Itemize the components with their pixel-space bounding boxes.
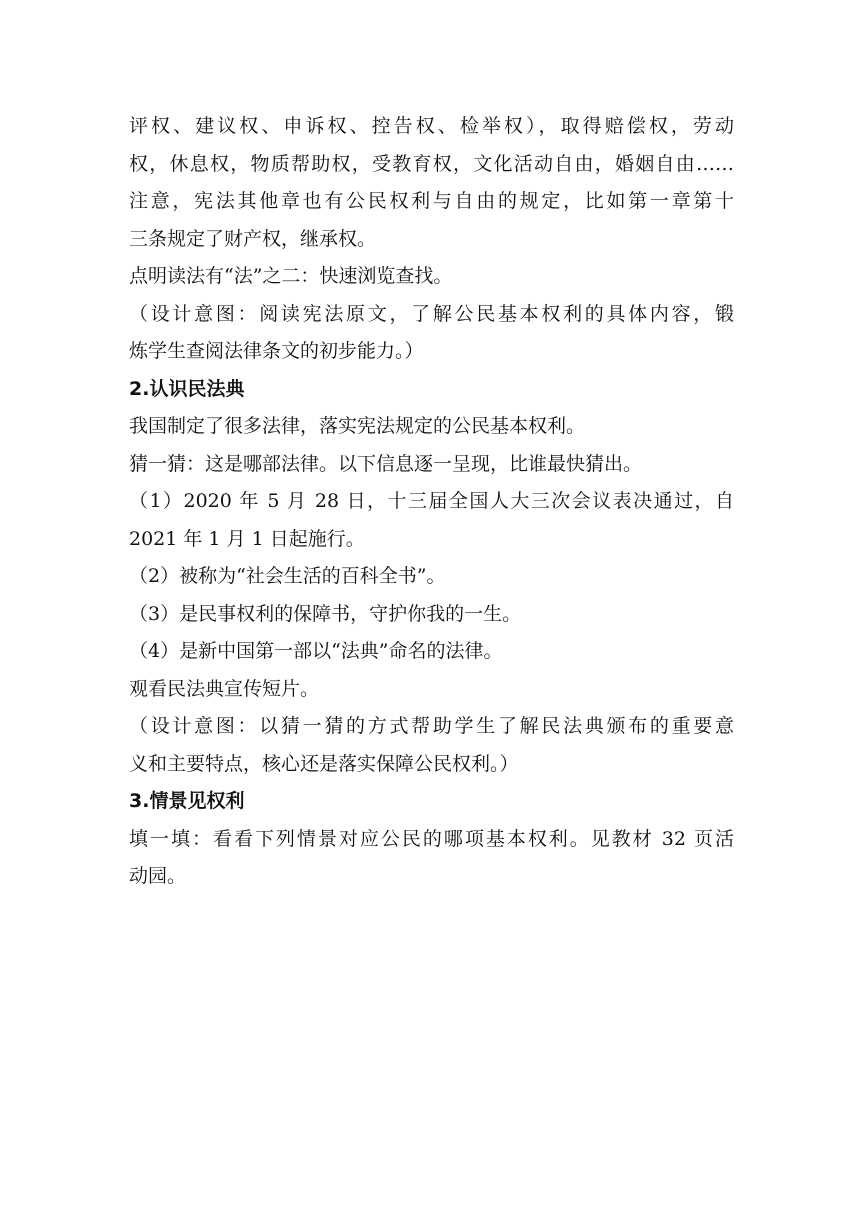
text-line: （1）2020 年 5 月 28 日，十三届全国人大三次会议表决通过，自 [129, 490, 734, 512]
text-line: 填一填：看看下列情景对应公民的哪项基本权利。见教材 32 页活 [129, 827, 734, 850]
text-line: 点明读法有“法”之二：快速浏览查找。 [129, 265, 453, 287]
text-line: （设计意图：以猜一猜的方式帮助学生了解民法典颁布的重要意 [129, 715, 734, 737]
text-line: 炼学生查阅法律条文的初步能力。） [129, 340, 424, 362]
text-line: （4）是新中国第一部以“法典”命名的法律。 [129, 640, 503, 662]
text-line: 我国制定了很多法律，落实宪法规定的公民基本权利。 [129, 415, 586, 437]
section-heading: 2.认识民法典 [129, 377, 245, 400]
text-line: 权，休息权，物质帮助权，受教育权，文化活动自由，婚姻自由…… [129, 152, 734, 175]
text-line: 动园。 [129, 865, 187, 887]
text-line: 注意，宪法其他章也有公民权利与自由的规定，比如第一章第十 [129, 190, 734, 212]
text-line: 观看民法典宣传短片。 [129, 677, 320, 700]
text-line: （2）被称为“社会生活的百科全书”。 [129, 565, 446, 587]
text-line: 猜一猜：这是哪部法律。以下信息逐一呈现，比谁最快猜出。 [129, 452, 643, 475]
document-body [129, 108, 734, 896]
text-line: （3）是民事权利的保障书，守护你我的一生。 [129, 602, 522, 625]
text-line: 评权、建议权、申诉权、控告权、检举权），取得赔偿权，劳动 [129, 115, 734, 137]
section-heading: 3.情景见权利 [129, 790, 245, 812]
text-line: 2021 年 1 月 1 日起施行。 [129, 527, 365, 550]
text-line: （设计意图：阅读宪法原文，了解公民基本权利的具体内容，锻 [129, 302, 734, 325]
text-line: 义和主要特点，核心还是落实保障公民权利。） [129, 752, 519, 775]
text-line: 三条规定了财产权，继承权。 [129, 227, 377, 250]
